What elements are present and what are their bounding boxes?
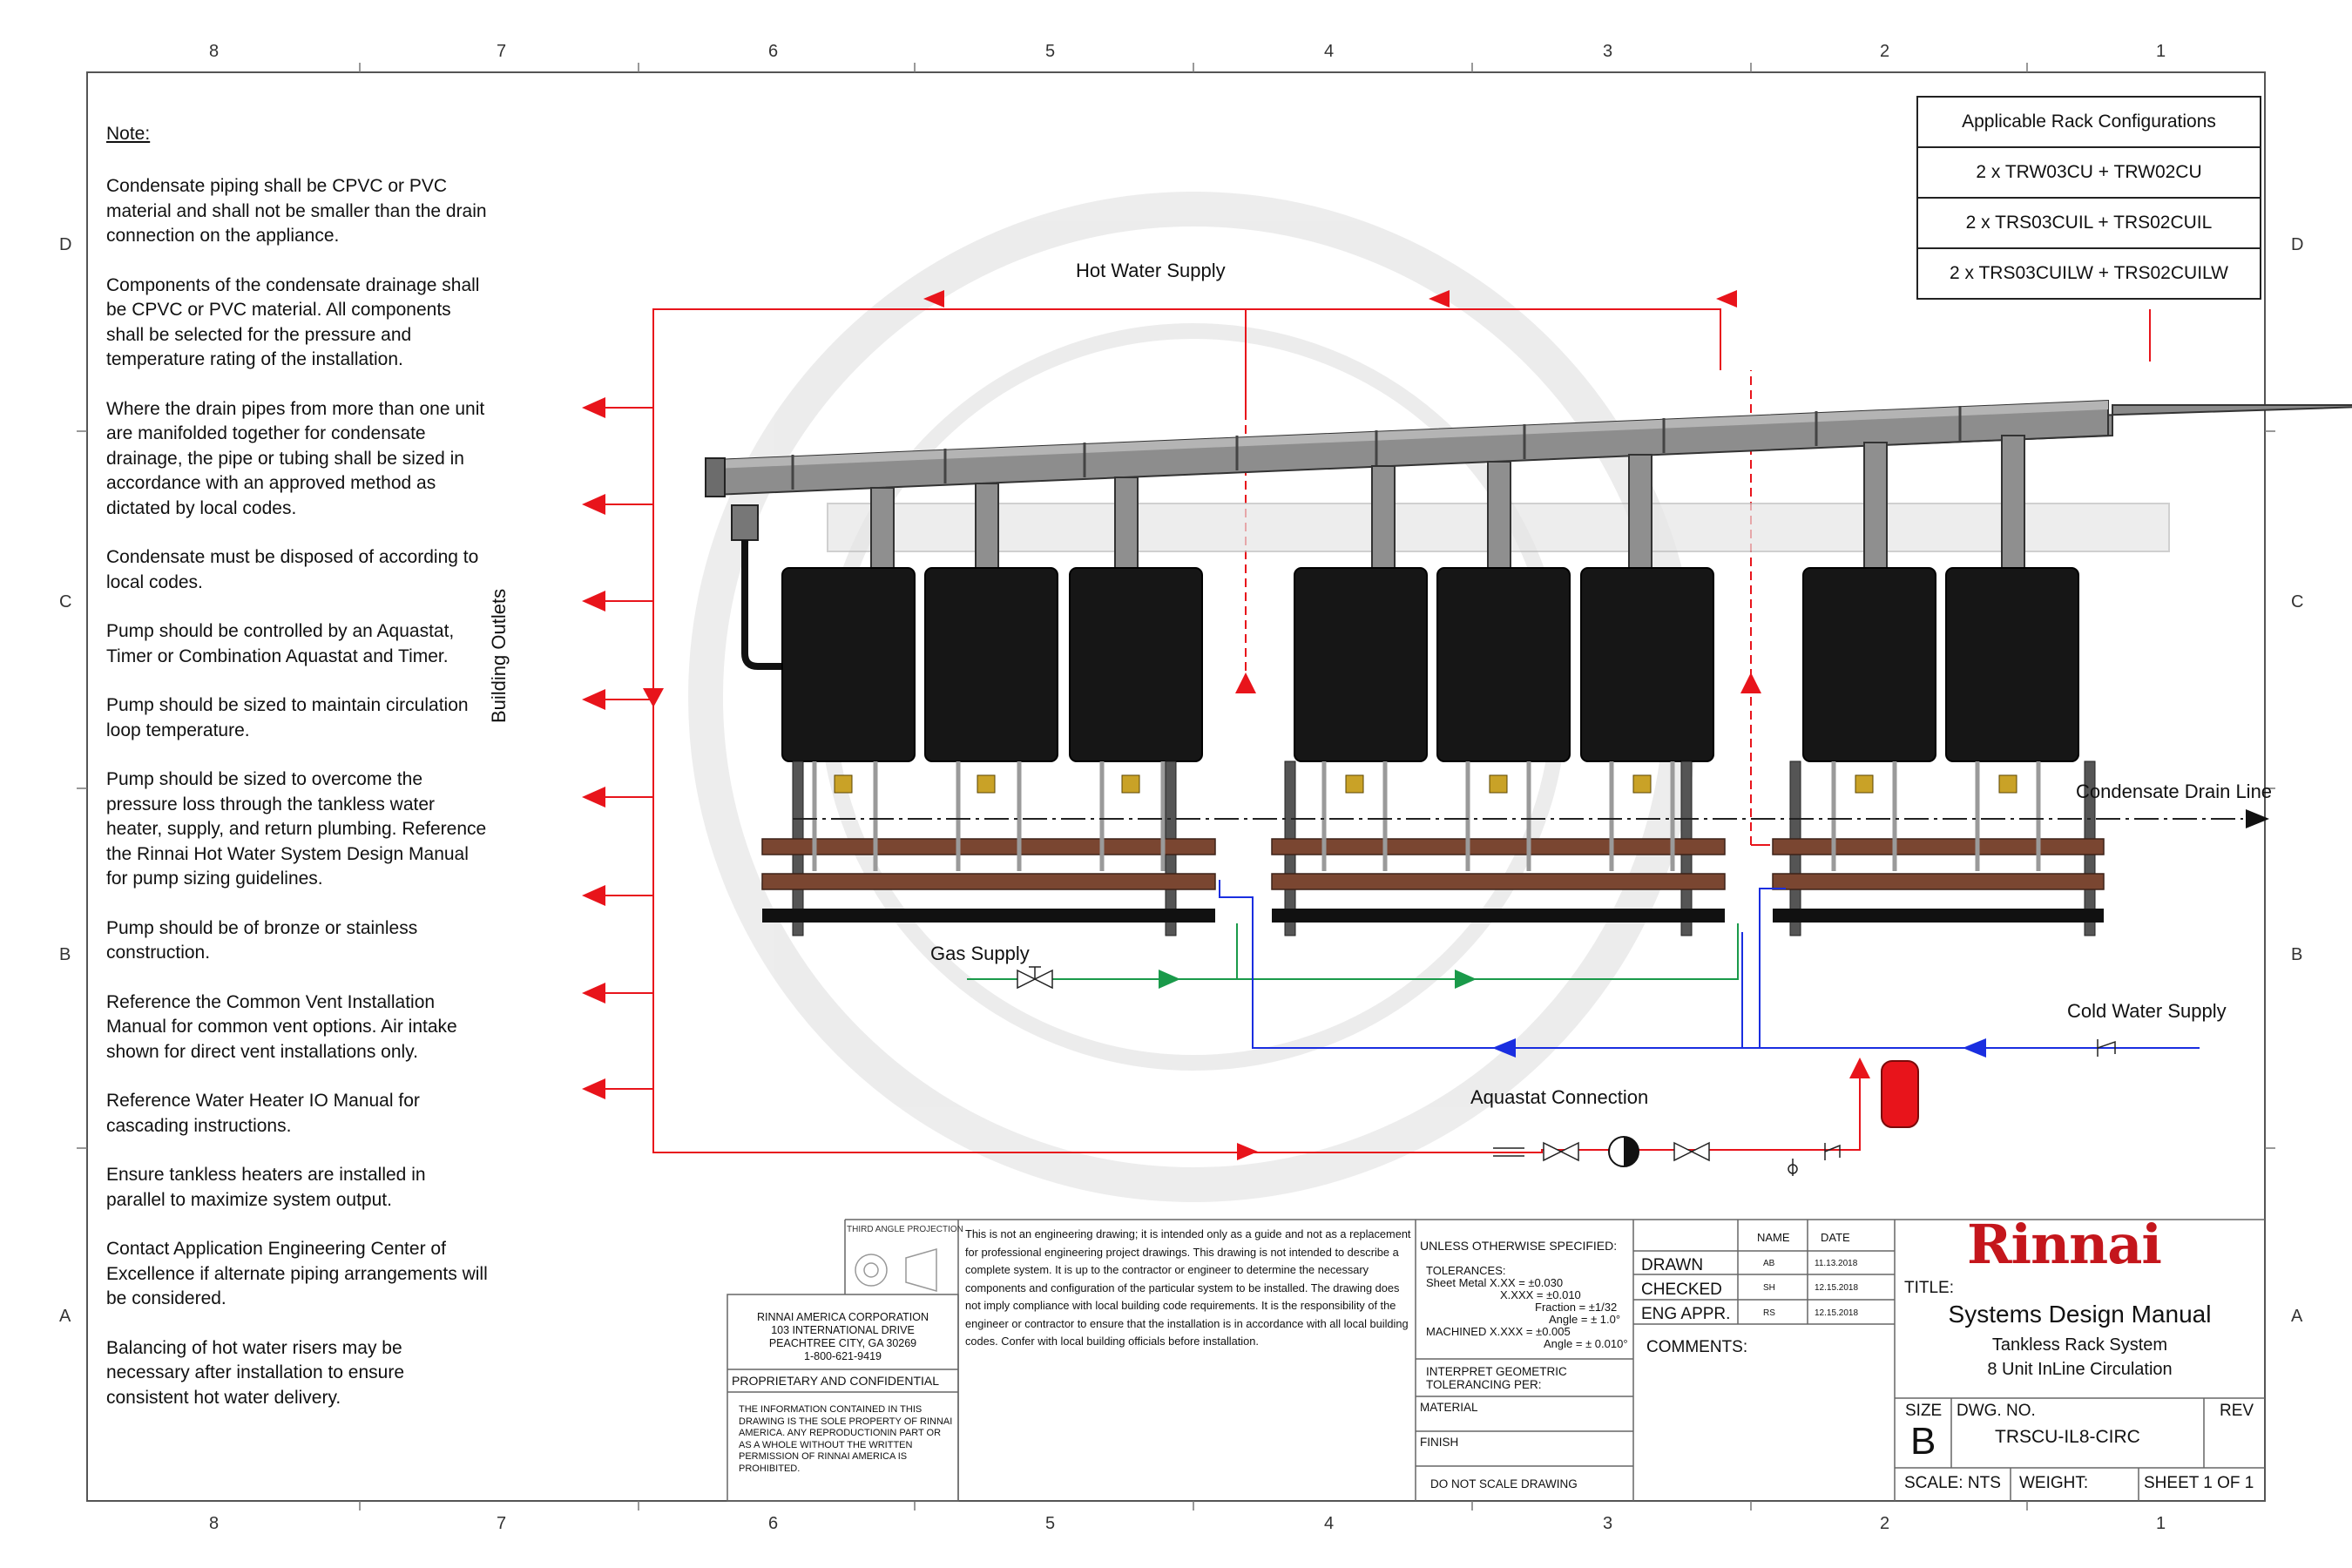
eng-appr-label: ENG APPR. bbox=[1641, 1305, 1731, 1323]
scale-label: SCALE: NTS bbox=[1904, 1474, 2001, 1492]
note-item: Reference the Common Vent Installation Manual for common vent options. Air intake shown for direct vent installations only. bbox=[106, 991, 457, 1062]
note-item: Pump should be sized to maintain circulation loop temperature. bbox=[106, 695, 469, 740]
rack-config-row: 2 x TRW03CU + TRW02CU bbox=[1918, 146, 2260, 197]
zone-row-b: B bbox=[59, 945, 71, 964]
zone-row-d-right: D bbox=[2291, 235, 2304, 254]
tolerance-fraction: Fraction = ±1/32 bbox=[1535, 1301, 1618, 1314]
zone-col-2-bottom: 2 bbox=[1880, 1514, 1890, 1533]
company-street: 103 INTERNATIONAL DRIVE bbox=[771, 1324, 915, 1336]
interpret-tolerancing: INTERPRET GEOMETRIC TOLERANCING PER: bbox=[1426, 1365, 1567, 1391]
eng-name: RS bbox=[1763, 1308, 1775, 1318]
checked-label: CHECKED bbox=[1641, 1281, 1722, 1299]
company-city: PEACHTREE CITY, GA 30269 bbox=[768, 1337, 917, 1349]
tolerance-angle: Angle = ± 1.0° bbox=[1549, 1313, 1621, 1326]
rack-config-row: 2 x TRS03CUILW + TRS02CUILW bbox=[1918, 247, 2260, 298]
title-sub-2: 8 Unit InLine Circulation bbox=[1987, 1360, 2173, 1379]
zone-row-a: A bbox=[59, 1307, 71, 1326]
eng-date: 12.15.2018 bbox=[1815, 1308, 1859, 1318]
title-label: TITLE: bbox=[1904, 1279, 1955, 1297]
note-item: Components of the condensate drainage shall be CPVC or PVC material. All components shall be selected for the pressure and temperature rating of the installation. bbox=[106, 274, 480, 369]
note-item: Reference Water Heater IO Manual for cascading instructions. bbox=[106, 1091, 420, 1136]
note-item: Ensure tankless heaters are installed in parallel to maximize system output. bbox=[106, 1165, 426, 1210]
zone-col-4-bottom: 4 bbox=[1324, 1514, 1335, 1533]
note-item: Condensate piping shall be CPVC or PVC material and shall not be smaller than the drain connection on the appliance. bbox=[106, 176, 487, 246]
zone-col-8: 8 bbox=[209, 42, 220, 61]
proprietary-text: THE INFORMATION CONTAINED IN THIS DRAWING IS THE SOLE PROPERTY OF RINNAI AMERICA. ANY REPRODUCTIONIN PART OR AS A WHOLE WITHOUT THE WRITTEN PERMISSION OF RINNAI AMERICA IS PROHIBITED. bbox=[739, 1404, 953, 1474]
zone-col-2: 2 bbox=[1880, 42, 1890, 61]
condensate-drain-line-label: Condensate Drain Line bbox=[2076, 781, 2273, 802]
rack-config-header: Applicable Rack Configurations bbox=[1962, 112, 2216, 132]
date-column-header: DATE bbox=[1821, 1231, 1850, 1244]
note-item: Condensate must be disposed of according to local codes. bbox=[106, 547, 479, 592]
tolerance-xxxx: X.XXX = ±0.010 bbox=[1500, 1288, 1581, 1301]
zone-col-3: 3 bbox=[1603, 42, 1613, 61]
building-outlets-label: Building Outlets bbox=[488, 588, 510, 723]
proprietary-heading: PROPRIETARY AND CONFIDENTIAL bbox=[732, 1374, 940, 1388]
zone-row-c: C bbox=[59, 592, 72, 612]
notes-heading: Note: bbox=[106, 124, 151, 144]
checked-date: 12.15.2018 bbox=[1815, 1283, 1859, 1293]
unless-specified: UNLESS OTHERWISE SPECIFIED: bbox=[1420, 1239, 1618, 1253]
zone-col-3-bottom: 3 bbox=[1603, 1514, 1613, 1533]
zone-col-6: 6 bbox=[768, 42, 779, 61]
size-label: SIZE bbox=[1905, 1402, 1943, 1420]
zone-col-1: 1 bbox=[2156, 42, 2166, 61]
company-name: RINNAI AMERICA CORPORATION bbox=[756, 1311, 929, 1323]
cold-water-supply-label: Cold Water Supply bbox=[2067, 1000, 2227, 1022]
gas-supply-label: Gas Supply bbox=[930, 943, 1030, 964]
size-value: B bbox=[1910, 1420, 1936, 1463]
zone-col-5-bottom: 5 bbox=[1045, 1514, 1056, 1533]
zone-row-c-right: C bbox=[2291, 592, 2304, 612]
rev-label: REV bbox=[2220, 1402, 2254, 1420]
aquastat-connection-label: Aquastat Connection bbox=[1470, 1086, 1649, 1108]
title-sub-1: Tankless Rack System bbox=[1991, 1335, 2168, 1355]
zone-col-4: 4 bbox=[1324, 42, 1335, 61]
zone-col-5: 5 bbox=[1045, 42, 1056, 61]
note-item: Where the drain pipes from more than one unit are manifolded together for condensate drainage, the pipe or tubing shall be sized in accordance with an approved method as dictated by local codes. bbox=[106, 398, 485, 518]
comments-label: COMMENTS: bbox=[1646, 1338, 1748, 1356]
zone-row-d: D bbox=[59, 235, 72, 254]
zone-col-7: 7 bbox=[497, 42, 507, 61]
tolerance-machined-angle: Angle = ± 0.010° bbox=[1544, 1337, 1628, 1350]
zone-row-a-right: A bbox=[2291, 1307, 2303, 1326]
note-item: Pump should be controlled by an Aquastat, Timer or Combination Aquastat and Timer. bbox=[106, 621, 455, 666]
note-item: Pump should be of bronze or stainless construction. bbox=[106, 917, 418, 963]
name-column-header: NAME bbox=[1757, 1231, 1790, 1244]
checked-name: SH bbox=[1763, 1283, 1775, 1293]
projection-symbol-icon bbox=[855, 1249, 936, 1291]
do-not-scale: DO NOT SCALE DRAWING bbox=[1430, 1477, 1578, 1490]
zone-col-8-bottom: 8 bbox=[209, 1514, 220, 1533]
zone-col-1-bottom: 1 bbox=[2156, 1514, 2166, 1533]
note-item: Contact Application Engineering Center of Excellence if alternate piping arrangements will be considered. bbox=[106, 1239, 488, 1308]
sheet-label: SHEET 1 OF 1 bbox=[2144, 1474, 2254, 1492]
zone-row-b-right: B bbox=[2291, 945, 2303, 964]
drawn-date: 11.13.2018 bbox=[1815, 1259, 1858, 1268]
tolerance-sheet-metal: Sheet Metal X.XX = ±0.030 bbox=[1426, 1276, 1564, 1289]
material-label: MATERIAL bbox=[1420, 1401, 1478, 1414]
note-item: Pump should be sized to overcome the pressure loss through the tankless water heater, supply, and return plumbing. Reference the Rinnai Hot Water System Design Manual for pump sizing guidelines. bbox=[106, 769, 487, 889]
weight-label: WEIGHT: bbox=[2019, 1474, 2089, 1492]
hot-water-supply-label: Hot Water Supply bbox=[1076, 260, 1226, 281]
tolerances-heading: TOLERANCES: bbox=[1426, 1264, 1506, 1277]
rinnai-logo: Rinnai bbox=[1967, 1213, 2161, 1276]
tolerance-machined: MACHINED X.XXX = ±0.005 bbox=[1426, 1325, 1571, 1338]
disclaimer-text: This is not an engineering drawing; it is intended only as a guide and not as a replacement for professional engineering project drawings. This drawing is not intended to describe a complete system. It is up to the contractor or engineer to determine the necessary components and configuration of the particular system to be installed. The drawing does not imply compliance with local building code requirements. It is the responsibility of the engineer or contractor to ensure that the installation is in accordance with all local building codes. Confer with local building officials before installation. bbox=[965, 1227, 1411, 1348]
note-item: Balancing of hot water risers may be necessary after installation to ensure consistent hot water delivery. bbox=[106, 1337, 405, 1408]
company-address bbox=[732, 1311, 954, 1363]
dwg-no-label: DWG. NO. bbox=[1957, 1402, 2036, 1420]
drawn-label: DRAWN bbox=[1641, 1256, 1704, 1274]
dwg-no-value: TRSCU-IL8-CIRC bbox=[1995, 1427, 2140, 1447]
company-phone: 1-800-621-9419 bbox=[804, 1350, 882, 1362]
zone-col-7-bottom: 7 bbox=[497, 1514, 507, 1533]
drawn-name: AB bbox=[1763, 1259, 1775, 1268]
rack-config-row: 2 x TRS03CUIL + TRS02CUIL bbox=[1918, 197, 2260, 247]
zone-col-6-bottom: 6 bbox=[768, 1514, 779, 1533]
title-main: Systems Design Manual bbox=[1948, 1301, 2212, 1328]
third-angle-label: THIRD ANGLE PROJECTION bbox=[847, 1225, 963, 1234]
finish-label: FINISH bbox=[1420, 1436, 1459, 1449]
